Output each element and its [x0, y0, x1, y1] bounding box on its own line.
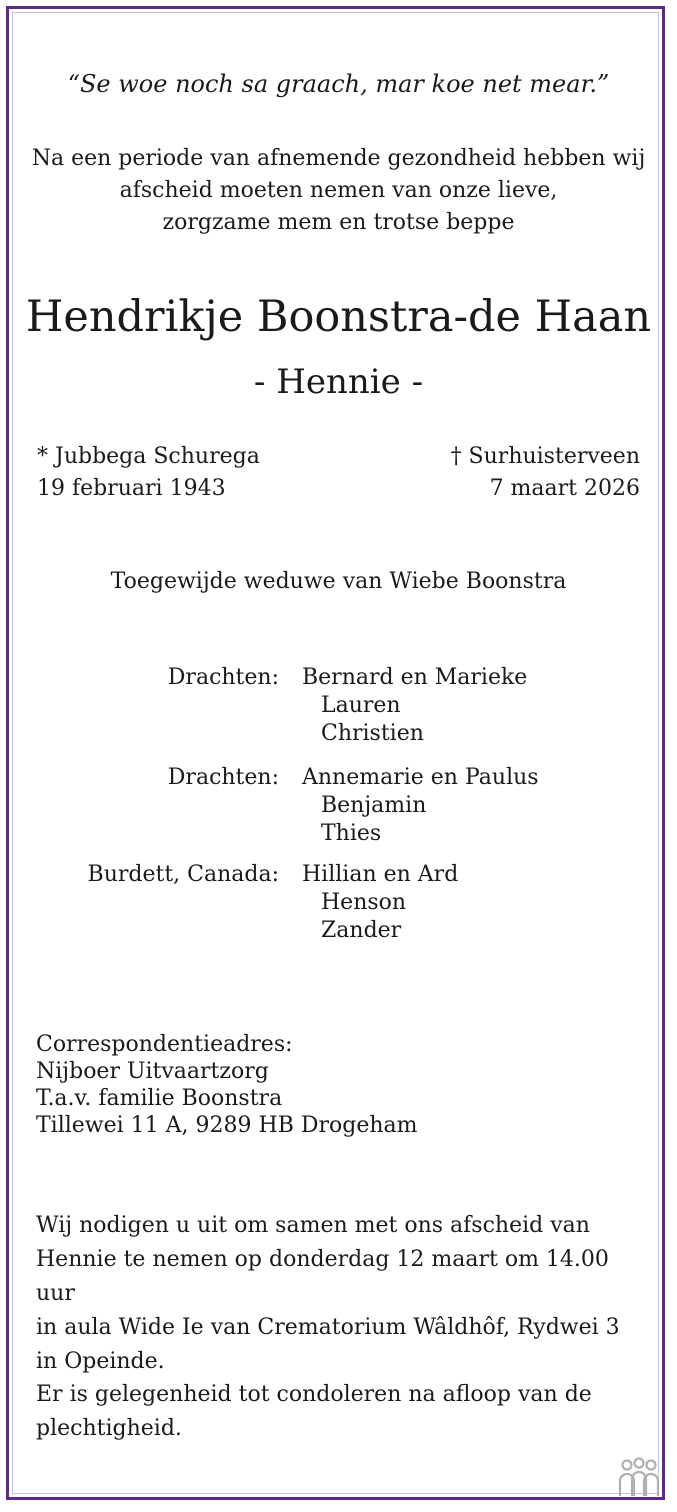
family-place: Burdett, Canada:	[87, 862, 279, 887]
opening-quote: “Se woe noch sa graach, mar koe net mear.”	[67, 70, 610, 98]
invitation-line: in Opeinde.	[36, 1349, 165, 1374]
family-child: Henson	[321, 890, 407, 915]
family-child: Thies	[321, 821, 382, 846]
birth-place: * Jubbega Schurega	[37, 444, 260, 469]
invitation-line: Wij nodigen u uit om samen met ons afscheid van	[36, 1213, 590, 1238]
birth-info	[37, 441, 260, 505]
intro-line: Na een periode van afnemende gezondheid hebben wij	[31, 146, 646, 171]
intro-line: afscheid moeten nemen van onze lieve,	[119, 178, 558, 203]
family-names	[302, 764, 539, 848]
death-date: 7 maart 2026	[489, 476, 640, 501]
widow-line: Toegewijde weduwe van Wiebe Boonstra	[110, 569, 567, 594]
deceased-name: Hendrikje Boonstra-de Haan	[25, 292, 652, 342]
death-place: † Surhuisterveen	[450, 444, 640, 469]
family-child: Benjamin	[321, 793, 427, 818]
family-names	[302, 861, 458, 945]
family-names	[302, 664, 527, 748]
correspondence-address	[36, 1031, 646, 1139]
family-place: Drachten:	[167, 765, 279, 790]
deceased-nickname: - Hennie -	[253, 362, 424, 402]
people-group-icon	[615, 1456, 663, 1498]
address-line: T.a.v. familie Boonstra	[36, 1086, 283, 1111]
condolence-text	[36, 1378, 646, 1446]
condolence-line: Er is gelegenheid tot condoleren na afloop van de	[36, 1382, 592, 1407]
invitation-text	[36, 1209, 646, 1379]
intro-line: zorgzame mem en trotse beppe	[162, 210, 515, 235]
address-line: Correspondentieadres:	[36, 1032, 293, 1057]
family-parents: Hillian en Ard	[302, 862, 459, 887]
birth-date: 19 februari 1943	[37, 476, 226, 501]
invitation-line: Hennie te nemen op donderdag 12 maart om 14.00 uur	[36, 1247, 609, 1306]
address-line: Tillewei 11 A, 9289 HB Drogeham	[36, 1113, 418, 1138]
death-info	[451, 441, 640, 505]
family-place: Drachten:	[167, 665, 279, 690]
family-child: Lauren	[321, 693, 401, 718]
condolence-line: plechtigheid.	[36, 1416, 182, 1441]
address-line: Nijboer Uitvaartzorg	[36, 1059, 269, 1084]
intro-text	[0, 143, 677, 239]
family-parents: Bernard en Marieke	[302, 665, 528, 690]
family-child: Christien	[321, 721, 424, 746]
family-parents: Annemarie en Paulus	[302, 765, 539, 790]
family-child: Zander	[321, 918, 402, 943]
invitation-line: in aula Wide Ie van Crematorium Wâldhôf, Rydwei 3	[36, 1315, 620, 1340]
